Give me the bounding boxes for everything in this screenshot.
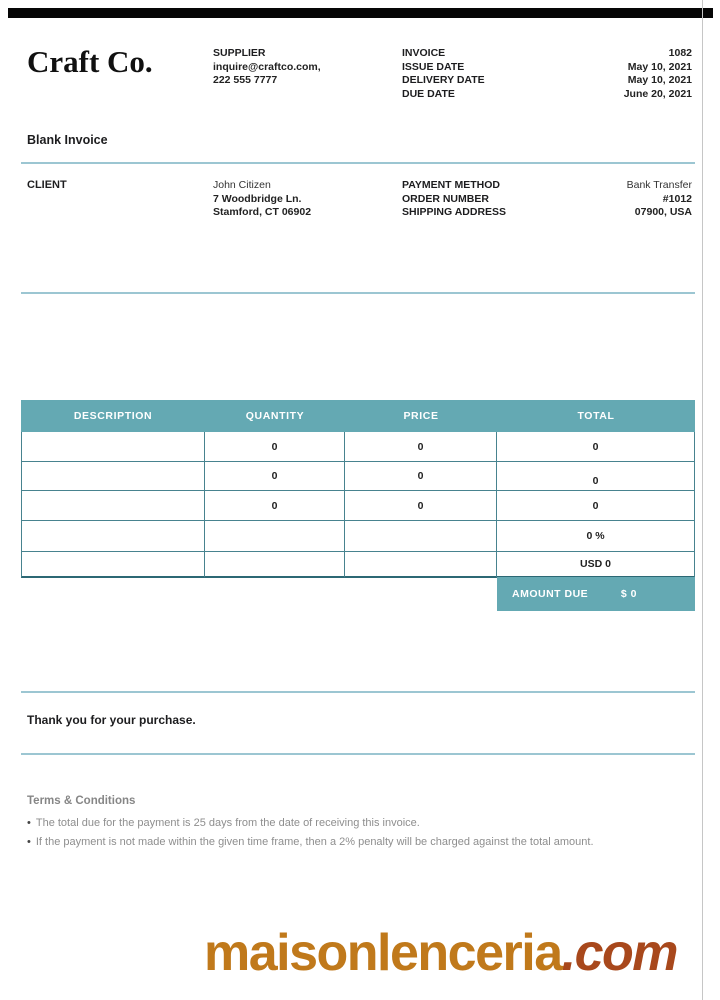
cell-quantity [205, 521, 345, 552]
cell-price [345, 552, 497, 578]
cell-quantity: 0 [205, 462, 345, 491]
cell-price: 0 [345, 462, 497, 491]
terms-item-text: If the payment is not made within the given time frame, then a 2% penalty will be charged against the total amount. [35, 835, 594, 848]
cell-total: 0 [497, 491, 695, 521]
cell-price: 0 [345, 432, 497, 462]
supplier-email: inquire@craftco.com, [213, 60, 321, 73]
terms-item-text: The total due for the payment is 25 days from the date of receiving this invoice. [35, 817, 420, 829]
thank-you-note: Thank you for your purchase. [27, 713, 196, 727]
order-number-value: #1012 [662, 192, 692, 205]
cell-quantity: 0 [205, 432, 345, 462]
due-date-row [402, 88, 692, 102]
client-street: 7 Woodbridge Ln. [213, 192, 302, 205]
amount-due-row [497, 577, 695, 611]
cell-price [345, 521, 497, 552]
client-label: CLIENT [27, 179, 67, 191]
cell-description [21, 521, 205, 552]
payment-method-value: Bank Transfer [626, 179, 692, 191]
due-date-value: June 20, 2021 [623, 87, 692, 100]
cell-description [21, 462, 205, 491]
col-header-description: DESCRIPTION [21, 400, 205, 432]
cell-quantity [205, 552, 345, 578]
col-header-quantity: QUANTITY [205, 400, 345, 432]
divider-thankyou-top [21, 691, 695, 693]
cell-description [21, 552, 205, 578]
client-address-block [213, 179, 311, 220]
invoice-meta-block [402, 47, 692, 101]
shipping-address-label: SHIPPING ADDRESS [402, 206, 507, 218]
col-header-price: PRICE [345, 400, 497, 432]
cell-description [21, 491, 205, 521]
cell-total: 0 [497, 432, 695, 462]
due-date-label: DUE DATE [402, 87, 455, 100]
amount-due-label: AMOUNT DUE [512, 588, 589, 600]
col-header-total: TOTAL [497, 400, 695, 432]
client-name: John Citizen [213, 179, 271, 191]
table-row [21, 462, 695, 491]
terms-item [27, 833, 627, 852]
invoice-number-value: 1082 [668, 47, 692, 59]
delivery-date-label: DELIVERY DATE [402, 74, 485, 86]
cell-currency-total: USD 0 [497, 552, 695, 578]
delivery-date-value: May 10, 2021 [627, 74, 692, 86]
amount-due-value: $ 0 [620, 588, 637, 600]
scan-edge-bar [8, 8, 713, 18]
supplier-block [213, 47, 321, 88]
table-row [21, 491, 695, 521]
payment-method-label: PAYMENT METHOD [402, 179, 501, 191]
table-row [21, 432, 695, 462]
site-watermark [168, 923, 713, 983]
invoice-number-label: INVOICE [402, 47, 446, 59]
order-number-row [402, 193, 692, 207]
divider-top [21, 162, 695, 164]
supplier-label: SUPPLIER [213, 47, 266, 59]
issue-date-label: ISSUE DATE [402, 60, 465, 73]
company-logo: Craft Co. [27, 44, 153, 79]
terms-item [27, 814, 627, 833]
watermark-tld: .com [561, 924, 677, 982]
watermark-name: maisonlenceria [204, 924, 562, 982]
client-city: Stamford, CT 06902 [213, 206, 312, 218]
terms-section [27, 795, 627, 851]
payment-method-row [402, 179, 692, 193]
client-meta-block [402, 179, 692, 220]
tax-row [21, 521, 695, 552]
cell-description [21, 432, 205, 462]
divider-thankyou-bottom [21, 753, 695, 755]
cell-total: 0 [497, 462, 695, 491]
bullet-icon: • [27, 817, 31, 829]
terms-title: Terms & Conditions [27, 795, 136, 807]
divider-client-bottom [21, 292, 695, 294]
order-number-label: ORDER NUMBER [402, 192, 489, 205]
cell-tax-percent: 0 % [497, 521, 695, 552]
items-table [21, 400, 695, 578]
table-header-row [21, 400, 695, 432]
supplier-phone: 222 555 7777 [213, 74, 278, 86]
shipping-address-value: 07900, USA [634, 206, 692, 218]
page-edge-line [702, 0, 703, 1000]
issue-date-row [402, 61, 692, 75]
invoice-number-row [402, 47, 692, 61]
cell-quantity: 0 [205, 491, 345, 521]
shipping-address-row [402, 206, 692, 220]
bullet-icon: • [27, 835, 31, 848]
page-title: Blank Invoice [27, 133, 108, 147]
delivery-date-row [402, 74, 692, 88]
issue-date-value: May 10, 2021 [627, 60, 692, 73]
cell-price: 0 [345, 491, 497, 521]
subtotal-row [21, 552, 695, 578]
